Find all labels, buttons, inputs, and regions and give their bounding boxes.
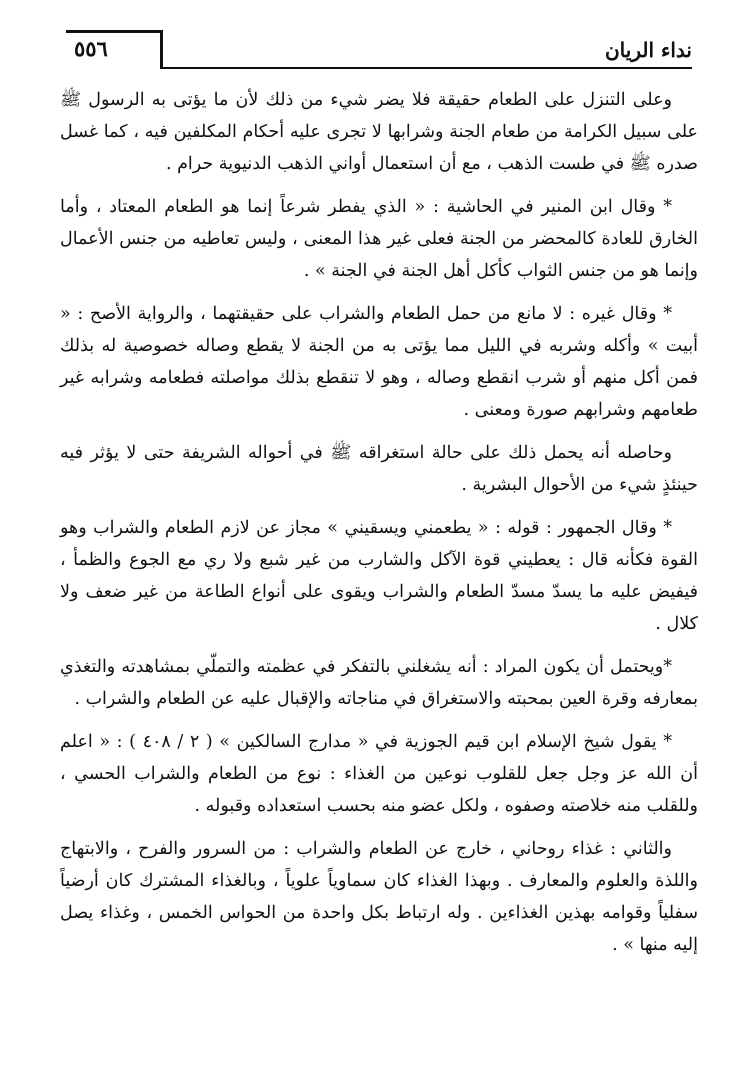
paragraph-5: * وقال الجمهور : قوله : « يطعمني ويسقيني » مجاز عن لازم الطعام والشراب وهو القوة فكأنه قال : يعطيني قوة الآكل والشارب من غير شبع ولا ري مع الجوع والظمأ ، فيفيض عليه ما يسدّ مسدّ الطعام والشراب ويقوى على أنواع الطاعة من غير ضعف ولا كلال . — [60, 518, 698, 634]
running-title: نداء الريان — [604, 38, 692, 62]
paragraph-2: * وقال ابن المنير في الحاشية : « الذي يفطر شرعاً إنما هو الطعام المعتاد ، وأما الخارق للعادة كالمحضر من الجنة فعلى غير هذا المعنى ، وليس تعاطيه من جنس الأعمال وإنما هو من جنس الثواب كأكل أهل الجنة في الجنة » . — [60, 197, 698, 281]
header-rule — [160, 67, 692, 69]
paragraph-7: * يقول شيخ الإسلام ابن قيم الجوزية في « مدارج السالكين » ( ٢ / ٤٠٨ ) : « اعلم أن الله عز وجل جعل للقلوب نوعين من الغذاء : نوع من الطعام والشراب الحسي ، وللقلب منه خلاصته وصفوه ، ولكل عضو منه بحسب استعداده وقبوله . — [60, 732, 698, 816]
paragraph-8: والثاني : غذاء روحاني ، خارج عن الطعام والشراب : من السرور والفرح ، والابتهاج واللذة والعلوم والمعارف . وبهذا الغذاء كان سماوياً علوياً ، وبالغذاء المشترك كان أرضياً سفلياً وقوامه بهذين الغذاءين . وله ارتباط بكل واحدة من الحواس الخمس ، وغذاء يصل إليه منها » . — [60, 839, 698, 955]
paragraph-6: *ويحتمل أن يكون المراد : أنه يشغلني بالتفكر في عظمته والتملّي بمشاهدته والتغذي بمعارفه وقرة العين بمحبته والاستغراق في مناجاته والإقبال عليه عن الطعام والشراب . — [60, 657, 698, 709]
page-header — [66, 30, 692, 70]
paragraph-4: وحاصله أنه يحمل ذلك على حالة استغراقه ﷺ في أحواله الشريفة حتى لا يؤثر فيه حينئذٍ شيء من الأحوال البشرية . — [60, 443, 698, 495]
page-body — [60, 84, 698, 961]
paragraph-1: وعلى التنزل على الطعام حقيقة فلا يضر شيء من ذلك لأن ما يؤتى به الرسول ﷺ على سبيل الكرامة من طعام الجنة وشرابها لا تجرى عليه أحكام المكلفين فيه ، كما غسل صدره ﷺ في طست الذهب ، مع أن استعمال أواني الذهب الدنيوية حرام . — [60, 90, 698, 174]
page-number: ٥٥٦ — [74, 36, 108, 61]
paragraph-3: * وقال غيره : لا مانع من حمل الطعام والشراب على حقيقتهما ، والرواية الأصح : « أبيت » وأكله وشربه في الليل مما يؤتى به من الجنة لا يقطع وصاله خصوصية له بذلك فمن أكل منهم أو شرب انقطع وصاله ، وهو لا تنقطع بذلك مواصلته فطعامه وشرابه غير طعامهم وشرابهم صورة ومعنى . — [60, 304, 698, 420]
